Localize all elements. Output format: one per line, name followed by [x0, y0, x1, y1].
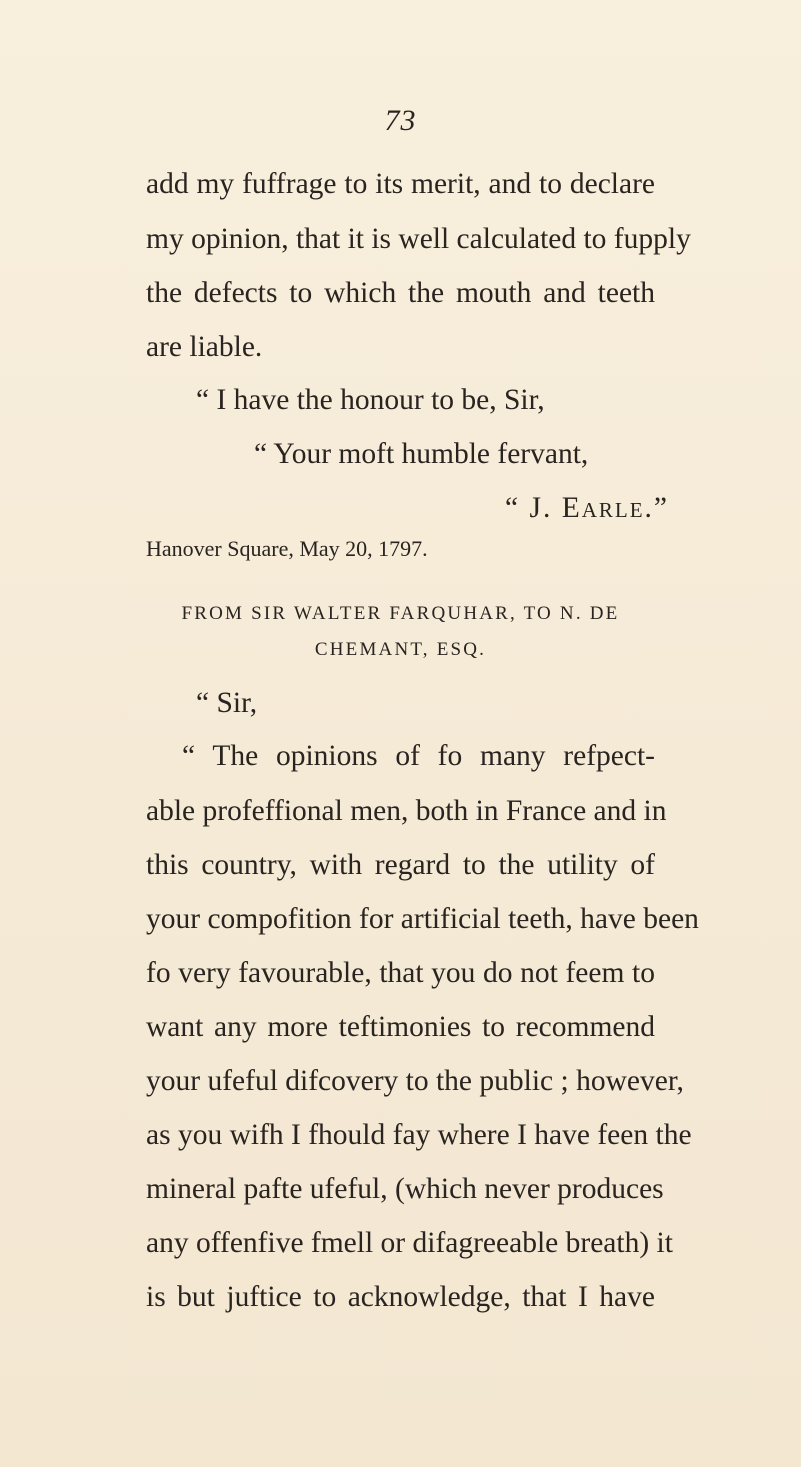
text-line: are liable.: [146, 331, 263, 363]
page-number: 73: [384, 104, 417, 137]
text-line: want any more teftimonies to recommend: [146, 1011, 655, 1043]
text-line: your compofition for artificial teeth, have been: [146, 903, 699, 935]
closing-line: “ Your moft humble fervant,: [254, 438, 589, 470]
text-line: able profeffional men, both in France and in: [146, 795, 667, 827]
signature: “ J. Earle.”: [505, 492, 670, 524]
salutation: “ Sir,: [196, 687, 258, 719]
text-line: as you wifh I fhould fay where I have feen the: [146, 1119, 692, 1151]
text-line: is but juftice to acknowledge, that I have: [146, 1281, 655, 1313]
text-line: mineral pafte ufeful, (which never produces: [146, 1173, 664, 1205]
text-line: your ufeful difcovery to the public ; however,: [146, 1065, 684, 1097]
letter-heading: FROM SIR WALTER FARQUHAR, TO N. DE: [181, 603, 620, 624]
letter-heading: CHEMANT, ESQ.: [314, 639, 487, 660]
text-line: any offenfive fmell or difagreeable breath) it: [146, 1227, 673, 1259]
text-line: the defects to which the mouth and teeth: [146, 277, 655, 309]
text-line: fo very favourable, that you do not feem to: [146, 957, 655, 989]
dateline: Hanover Square, May 20, 1797.: [146, 536, 428, 561]
closing-line: “ I have the honour to be, Sir,: [196, 384, 545, 416]
text-line: this country, with regard to the utility of: [146, 849, 655, 881]
text-line: add my fuffrage to its merit, and to declare: [146, 168, 655, 200]
text-line: “ The opinions of fo many refpect-: [182, 740, 655, 772]
text-line: my opinion, that it is well calculated to fupply: [146, 223, 691, 255]
